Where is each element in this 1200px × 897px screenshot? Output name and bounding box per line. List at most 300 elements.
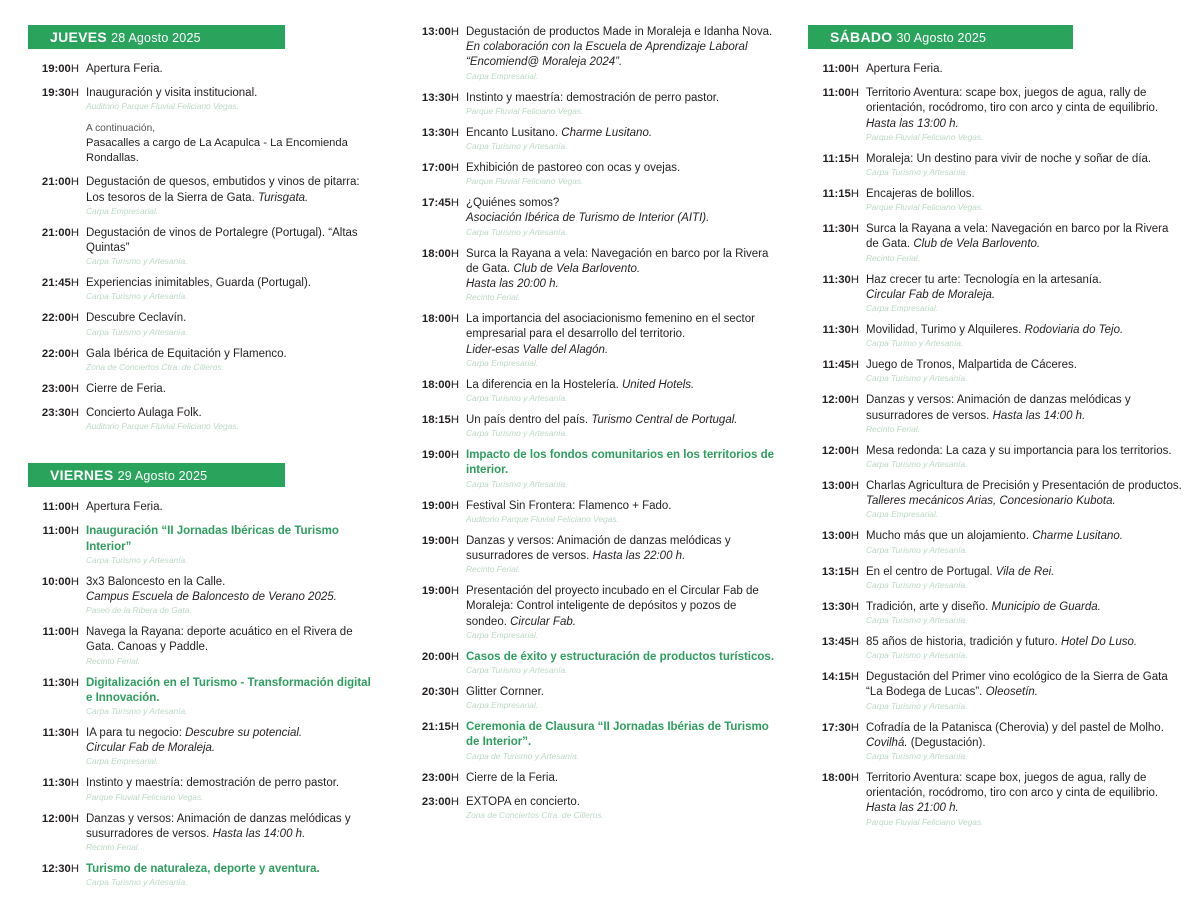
event-venue: Zona de Conciertos Ctra. de Cilleros. [466,810,604,821]
event-subtitle: Lider-esas Valle del Alagón. [466,343,609,356]
event-title-emphasis: Turismo Central de Portugal. [591,414,738,427]
event-title: Cierre de la Feria. [466,771,559,784]
event-venue: Carpa Turismo y Artesanía. [86,554,188,565]
event-body [866,529,1182,555]
event-body [86,575,380,616]
event-row [28,175,380,216]
event-body [466,413,780,439]
event-body [86,226,380,267]
event-body [466,685,780,711]
schedule-column-right [800,25,1200,837]
event-venue: Carpa Turismo y Artesanía. [866,650,968,661]
event-title-emphasis: Turisgata. [257,191,309,204]
event-subtitle: Campus Escuela de Baloncesto de Verano 2025. [86,591,337,604]
event-title: La diferencia en la Hostelería. United Hotels. [466,378,695,391]
event-venue: Carpa Turismo y Artesanía. [86,256,188,267]
event-title: Apertura Feria. [86,501,163,514]
event-venue: Carpa Turismo y Artesanía. [86,291,188,302]
event-title: Danzas y versos: Animación de danzas melódicas y susurradores de versos. Hasta las 22:00 h. [466,534,731,563]
event-time: 18:00H [821,772,859,785]
event-time: 11:15H [822,152,859,165]
event-row [408,685,780,711]
day-header-sábado [808,25,1073,49]
event-time: 19:30H [41,87,79,100]
event-venue: Carpa Empresarial. [466,70,539,81]
event-body [466,720,780,761]
event-title-emphasis: Club de Vela Barlovento. [913,238,1041,251]
event-time: 23:30H [41,407,79,420]
event-time: 11:30H [822,324,859,337]
event-body [866,444,1182,470]
event-row [408,534,780,575]
event-body [86,726,380,767]
event-time: 12:00H [41,812,79,825]
event-title: Impacto de los fondos comunitarios en los territorios de interior. [466,449,774,477]
event-title: Casos de éxito y estructuración de productos turísticos. [466,650,775,663]
event-time: 19:00H [421,499,459,512]
event-title: Concierto Aulaga Folk. [86,407,202,420]
event-row [28,625,380,666]
event-body [466,795,780,821]
event-time: 13:30H [421,91,459,104]
event-body [866,635,1182,661]
event-body [466,25,780,82]
event-time: 18:00H [421,378,459,391]
event-title: Instinto y maestría: demostración de perro pastor. [466,91,720,104]
event-venue: Carpa de Turismo y Artesanía. [466,750,580,761]
schedule-column-middle [400,25,800,830]
event-title: Degustación de productos Made in Moraleja e Idanha Nova. En colaboración con la Escuela de Aprendizaje Laboral “Encomiend@ Moraleja 2024”. [466,26,773,69]
event-title-emphasis: Descubre su potencial. [185,727,303,740]
day-name: SÁBADO [830,29,893,45]
event-title: Danzas y versos: Animación de danzas melódicas y susurradores de versos. Hasta las 14:00 h. [86,812,351,840]
event-body [866,152,1182,178]
event-body [466,196,780,237]
event-time: 23:00H [421,795,459,808]
event-title-emphasis: Hasta las 14:00 h. [212,827,306,840]
event-title: 85 años de historia, tradición y futuro. Hotel Do Luso. [866,636,1138,649]
event-body [466,247,780,304]
event-body [466,771,780,786]
event-venue: Carpa Turismo y Artesanía. [866,615,968,626]
event-venue: Carpa Turimo y Artesanía. [866,338,964,349]
event-title: Haz crecer tu arte: Tecnología en la artesanía. [866,273,1102,286]
event-time: 23:00H [421,771,459,784]
event-time: 22:00H [41,312,79,325]
event-row [808,479,1182,520]
event-body [466,161,780,187]
event-title: Moraleja: Un destino para vivir de noche y soñar de día. [866,152,1152,165]
event-row [408,161,780,187]
event-title: Un país dentro del país. Turismo Central de Portugal. [466,414,738,427]
event-title: Juego de Tronos, Malpartida de Cáceres. [866,359,1077,372]
event-venue: Carpa Turismo y Artesanía. [866,700,968,711]
event-time: 20:30H [421,686,459,699]
event-venue: Carpa Turismo y Artesanía. [866,167,968,178]
event-venue: Recinto Ferial. [466,564,520,575]
event-title: Festival Sin Frontera: Flamenco + Fado. [466,499,672,512]
event-title: Descubre Ceclavín. [86,312,187,325]
event-time: 18:15H [421,414,459,427]
event-body [866,358,1182,384]
event-title: Mucho más que un alojamiento. Charme Lusitano. [866,530,1123,543]
event-venue: Carpa Turismo y Artesanía. [466,226,568,237]
schedule-column-left [0,25,400,897]
event-body [86,175,380,216]
event-body [466,312,780,369]
event-time: 11:15H [822,188,859,201]
event-addendum [86,122,380,166]
event-title-emphasis: Rodoviaria do Tejo. [1024,324,1124,337]
event-addendum-lead: A continuación, [86,123,156,135]
event-time: 21:00H [41,226,79,239]
event-title-emphasis: Charme Lusitano. [1032,530,1123,543]
event-title: Apertura Feria. [86,63,163,75]
event-title-emphasis: Hasta las 14:00 h. [992,409,1086,422]
event-time: 23:00H [41,382,79,395]
event-title: 3x3 Baloncesto en la Calle. [86,575,226,588]
event-venue: Carpa Turismo y Artesanía. [866,544,968,555]
event-title: IA para tu negocio: Descubre su potencial. [86,727,303,740]
event-body [86,625,380,666]
event-body [86,500,380,515]
event-venue: Parque Fluvial Feliciano Vegas. [466,105,584,116]
event-title-emphasis: Charme Lusitano. [561,126,653,139]
event-row [808,529,1182,555]
event-time: 11:00H [42,525,79,538]
event-title: Presentación del proyecto incubado en el Circular Fab de Moraleja: Control inteligente de depósitos y pozos de sondeo. Circular Fab. [466,585,759,628]
event-time: 13:30H [421,126,459,139]
event-time: 22:00H [41,347,79,360]
event-time: 13:00H [821,480,859,493]
event-body [86,86,380,166]
event-body [86,406,380,432]
event-row [808,670,1182,711]
event-row [28,311,380,337]
event-body [466,650,780,676]
event-body [86,62,380,77]
event-venue: Carpa Turismo y Artesanía. [86,706,188,717]
day-date: 30 Agosto 2025 [896,31,987,45]
event-row [808,721,1182,762]
event-body [866,323,1182,349]
event-title: Tradición, arte y diseño. Municipio de Guarda. [866,600,1101,613]
event-venue: Auditorio Parque Fluvial Feliciano Vegas. [86,101,239,112]
event-row [408,448,780,489]
event-addendum-text: Pasacalles a cargo de La Acapulca - La Encomienda Rondallas. [86,137,348,165]
event-row [808,444,1182,470]
event-venue: Recinto Ferial. [86,655,140,666]
event-time: 11:00H [822,87,859,100]
event-body [866,187,1182,213]
event-time: 19:00H [421,585,459,598]
event-row [808,565,1182,591]
day-date: 28 Agosto 2025 [111,31,201,45]
event-body [866,565,1182,591]
event-time: 19:00H [41,63,79,75]
event-body [86,276,380,302]
event-time: 13:00H [821,530,859,543]
event-title: EXTOPA en concierto. [466,795,580,808]
event-row [408,499,780,525]
event-subtitle: Hasta las 20:00 h. [466,278,559,291]
event-body [866,721,1182,762]
event-body [866,670,1182,711]
event-row [408,91,780,117]
event-row [28,812,380,853]
event-row [28,86,380,166]
event-time: 13:45H [821,636,859,649]
day-name: VIERNES [50,467,114,484]
event-subtitle: Circular Fab de Moraleja. [86,742,216,755]
event-time: 11:30H [42,676,79,689]
event-venue: Carpa Turismo y Artesanía. [466,478,568,489]
event-title: Instinto y maestría: demostración de perro pastor. [86,777,340,790]
event-venue: Parque Fluvial Feliciano Vegas. [466,176,584,187]
event-row [808,600,1182,626]
event-row [808,323,1182,349]
event-time: 21:45H [41,277,79,290]
event-row [408,196,780,237]
event-venue: Carpa Empresarial. [86,756,159,767]
event-title: Navega la Rayana: deporte acuático en el Rivera de Gata. Canoas y Paddle. [86,626,353,654]
event-time: 11:00H [822,63,859,75]
event-time: 11:30H [822,223,859,236]
event-row [28,524,380,565]
event-venue: Recinto Ferial. [866,252,920,263]
event-body [466,534,780,575]
event-title: Experiencias inimitables, Guarda (Portugal). [86,277,311,290]
event-venue: Parque Fluvial Feliciano Vegas. [866,202,984,213]
event-title: Charlas Agricultura de Precisión y Presentación de productos. Talleres mecánicos Arias, Concesionario Kubota. [866,480,1182,508]
event-venue: Carpa Empresarial. [466,700,539,711]
event-body [466,448,780,489]
event-title-emphasis: Hasta las 13:00 h. [866,117,959,130]
event-title: En el centro de Portugal. Vila de Rei. [866,565,1055,578]
event-body [466,584,780,641]
event-venue: Carpa Empresarial. [466,629,539,640]
event-venue: Zona de Conciertos Ctra. de Cilleros. [86,361,224,372]
event-title: Gala Ibérica de Equitación y Flamenco. [86,347,287,360]
event-body [86,382,380,397]
event-row [408,25,780,82]
event-time: 21:15H [421,721,459,734]
event-venue: Carpa Turismo y Artesanía. [866,373,968,384]
event-title-emphasis: En colaboración con la Escuela de Aprendizaje Laboral “Encomiend@ Moraleja 2024”. [466,41,748,69]
event-time: 11:30H [42,727,79,740]
event-time: 12:00H [821,394,859,407]
event-body [86,862,380,888]
event-time: 11:30H [42,777,79,790]
event-title-emphasis: Vila de Rei. [995,565,1055,578]
event-row [408,795,780,821]
event-title: Degustación del Primer vino ecológico de la Sierra de Gata “La Bodega de Lucas”. Oleosetín. [866,671,1168,699]
event-row [808,771,1182,828]
event-title: Apertura Feria. [866,63,943,75]
event-venue: Carpa Turismo y Artesanía. [866,751,968,762]
event-time: 18:00H [421,313,459,326]
event-venue: Carpa Turismo y Artesanía. [86,326,188,337]
event-venue: Parque Fluvial Feliciano Vegas. [866,131,984,142]
event-time: 13:30H [821,600,859,613]
day-gap [28,441,380,463]
event-row [408,720,780,761]
day-name: JUEVES [50,29,108,45]
event-time: 11:00H [42,501,79,514]
event-title: Degustación de quesos, embutidos y vinos de pitarra: Los tesoros de la Sierra de Gata. Turisgata. [86,176,360,204]
event-title: Mesa redonda: La caza y su importancia para los territorios. [866,444,1172,457]
event-venue: Auditorio Parque Fluvial Feliciano Vegas. [466,513,619,524]
event-body [466,378,780,404]
event-row [808,187,1182,213]
event-row [28,347,380,373]
event-body [466,91,780,117]
event-time: 14:15H [821,671,859,684]
event-title: Territorio Aventura: scape box, juegos de agua, rally de orientación, rocódromo, tiro con arco y cinta de equilibrio. Hasta las 13:00 h. [866,87,1159,130]
event-time: 17:30H [821,721,859,734]
event-row [808,86,1182,143]
event-venue: Recinto Ferial. [86,842,140,853]
event-title-emphasis: Circular Fab. [510,615,576,628]
event-venue: Recinto Ferial. [466,292,520,303]
event-title: Territorio Aventura: scape box, juegos de agua, rally de orientación, rocódromo, tiro con arco y cinta de equilibrio. Hasta las 21:00 h. [866,772,1159,815]
day-header-jueves [28,25,285,49]
event-venue: Carpa Empresarial. [86,205,159,216]
event-title-emphasis: Municipio de Guarda. [991,600,1101,613]
event-time: 11:30H [822,273,859,286]
event-row [408,413,780,439]
event-time: 17:00H [421,162,459,175]
event-row [408,771,780,786]
event-body [866,222,1182,263]
event-title: Inauguración y visita institucional. [86,87,258,100]
event-row [28,382,380,397]
event-title: Glitter Cornner. [466,686,544,699]
event-title: Danzas y versos: Animación de danzas melódicas y susurradores de versos. Hasta las 14:00 h. [866,394,1131,422]
event-subtitle: Circular Fab de Moraleja. [866,288,996,301]
event-row [28,862,380,888]
event-venue: Carpa Empresarial. [866,303,939,314]
event-time: 17:45H [421,197,459,210]
event-time: 18:00H [421,247,459,260]
event-venue: Carpa Turismo y Artesanía. [466,428,568,439]
event-row [28,500,380,515]
event-title-emphasis: United Hotels. [621,378,695,391]
event-body [86,776,380,802]
event-body [466,126,780,152]
event-body [466,499,780,525]
day-header-viernes [28,463,285,487]
event-title: Exhibición de pastoreo con ocas y ovejas. [466,162,681,175]
event-time: 12:30H [41,863,79,876]
event-row [808,152,1182,178]
event-body [866,479,1182,520]
event-row [408,650,780,676]
event-subtitle: Asociación Ibérica de Turismo de Interior (AITI). [466,212,710,225]
event-row [28,406,380,432]
event-title: Cierre de Feria. [86,382,166,395]
event-body [866,600,1182,626]
event-body [86,347,380,373]
event-row [28,776,380,802]
event-title: Cofradía de la Patanisca (Cherovia) y del pastel de Molho. Covilhá. (Degustación). [866,721,1164,749]
event-time: 11:00H [42,626,79,639]
event-venue: Carpa Turismo y Artesanía. [86,877,188,888]
event-venue: Parque Fluvial Feliciano Vegas. [86,791,204,802]
event-venue: Carpa Turismo y Artesanía. [466,393,568,404]
day-date: 29 Agosto 2025 [117,469,208,484]
event-venue: Carpa Empresarial. [866,509,939,520]
event-time: 11:45H [822,359,859,372]
event-row [28,575,380,616]
event-body [866,62,1182,77]
event-title: Ceremonia de Clausura “II Jornadas Ibérias de Turismo de Interior”. [466,721,769,749]
event-title: Movilidad, Turimo y Alquileres. Rodoviaria do Tejo. [866,324,1124,337]
event-body [866,86,1182,143]
event-time: 19:00H [421,534,459,547]
event-row [808,222,1182,263]
event-row [28,676,380,717]
event-row [28,226,380,267]
event-venue: Auditorio Parque Fluvial Feliciano Vegas. [86,421,239,432]
event-row [28,62,380,77]
event-row [808,358,1182,384]
event-time: 10:00H [41,575,79,588]
event-time: 20:00H [421,650,459,663]
event-row [408,312,780,369]
event-title: Turismo de naturaleza, deporte y aventura. [86,863,320,876]
event-title: Surca la Rayana a vela: Navegación en barco por la Rivera de Gata. Club de Vela Barlovento. [466,247,769,275]
event-venue: Parque Fluvial Feliciano Vegas. [866,816,984,827]
event-row [408,126,780,152]
event-title-emphasis: Hasta las 21:00 h. [866,802,959,815]
event-title-emphasis: Talleres mecánicos Arias, Concesionario Kubota. [866,495,1116,508]
event-time: 13:15H [821,565,859,578]
event-venue: Carpa Turismo y Artesanía. [866,459,968,470]
event-row [808,62,1182,77]
event-title: La importancia del asociacionismo femenino en el sector empresarial para el desarrollo del territorio. [466,313,755,341]
event-title: Digitalización en el Turismo - Transformación digital e Innovación. [86,676,371,704]
event-venue: Recinto Ferial. [866,423,920,434]
event-time: 21:00H [41,176,79,189]
event-title-emphasis: Covilhá. [866,736,908,749]
event-venue: Carpa Turismo y Artesanía. [466,141,568,152]
event-venue: Carpa Turismo y Artesanía. [466,665,568,676]
event-body [866,273,1182,314]
event-row [808,273,1182,314]
event-title: Surca la Rayana a vela: Navegación en barco por la Rivera de Gata. Club de Vela Barlovento. [866,223,1169,251]
event-row [408,584,780,641]
event-title: ¿Quiénes somos? [466,197,560,210]
event-body [866,393,1182,434]
event-title: Encajeras de bolillos. [866,188,975,201]
event-time: 12:00H [821,444,859,457]
event-row [808,393,1182,434]
event-body [86,524,380,565]
event-body [86,812,380,853]
event-row [408,378,780,404]
event-row [808,635,1182,661]
event-title-emphasis: Hasta las 22:00 h. [592,550,686,563]
event-title-emphasis: Hotel Do Luso. [1060,636,1138,649]
event-time: 13:00H [421,26,459,38]
event-row [408,247,780,304]
event-row [28,276,380,302]
event-title-emphasis: Oleosetín. [985,686,1038,699]
event-row [28,726,380,767]
event-venue: Carpa Empresarial. [466,357,539,368]
event-body [86,676,380,717]
